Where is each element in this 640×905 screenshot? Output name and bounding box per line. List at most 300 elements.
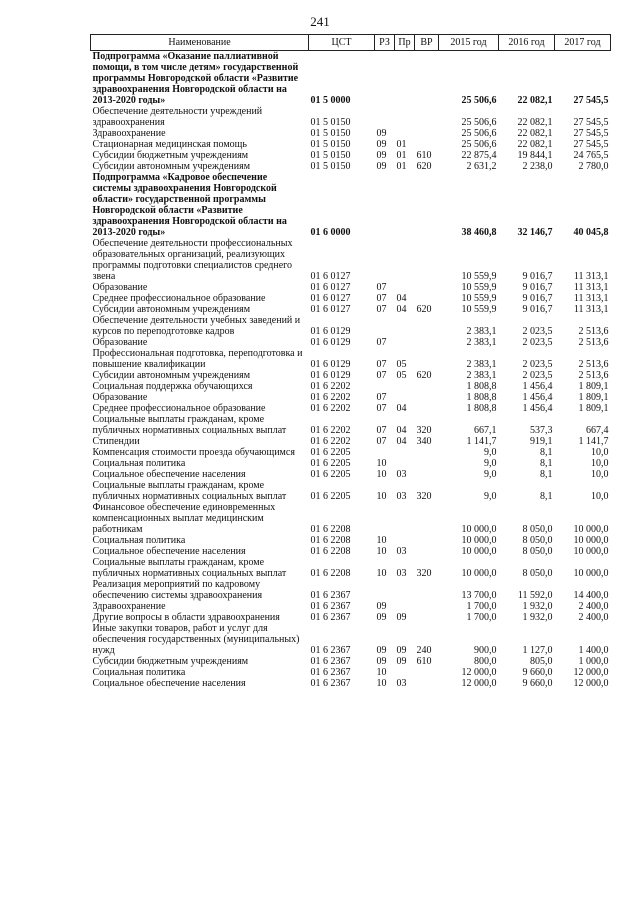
row-cst: 01 5 0150 xyxy=(310,117,351,128)
table-row xyxy=(91,381,611,392)
row-name: Субсидии автономным учреждениям xyxy=(92,370,251,381)
row-value-2016: 9 016,7 xyxy=(522,271,553,282)
row-name: Образование xyxy=(92,282,148,293)
row-value-2016: 19 844,1 xyxy=(517,150,553,161)
table-row xyxy=(91,51,611,107)
row-pr: 04 xyxy=(396,293,407,304)
table-row xyxy=(91,667,611,678)
row-value-2015: 25 506,6 xyxy=(461,95,497,106)
row-value-2017: 2 513,6 xyxy=(578,326,609,337)
row-name: Обеспечение деятельности учреждений здравоохранения xyxy=(92,106,263,128)
row-pr xyxy=(395,106,415,128)
row-value-2017: 10 000,0 xyxy=(573,546,609,557)
row-rz: 09 xyxy=(376,656,387,667)
row-value-2016: 8 050,0 xyxy=(522,546,553,557)
table-row xyxy=(91,656,611,667)
row-value-2016: 1 127,0 xyxy=(522,645,553,656)
row-value-2016: 1 456,4 xyxy=(522,381,553,392)
row-value-2016: 22 082,1 xyxy=(517,139,553,150)
row-pr: 01 xyxy=(396,150,407,161)
row-rz xyxy=(375,238,395,282)
row-rz: 07 xyxy=(376,359,387,370)
row-value-2015: 2 383,1 xyxy=(466,370,497,381)
row-pr xyxy=(395,447,415,458)
row-value-2016: 805,0 xyxy=(530,656,553,667)
row-value-2015: 1 141,7 xyxy=(466,436,497,447)
row-pr xyxy=(395,392,415,403)
row-value-2017: 2 513,6 xyxy=(578,359,609,370)
row-name: Субсидии автономным учреждениям xyxy=(92,161,251,172)
row-value-2015: 1 700,0 xyxy=(466,612,497,623)
table-row xyxy=(91,414,611,436)
row-pr: 04 xyxy=(396,436,407,447)
table-row xyxy=(91,392,611,403)
row-value-2017: 11 313,1 xyxy=(573,282,609,293)
row-value-2017: 11 313,1 xyxy=(573,293,609,304)
row-vr xyxy=(415,447,439,458)
row-vr: 610 xyxy=(416,656,432,667)
row-value-2015: 2 383,1 xyxy=(466,337,497,348)
row-vr xyxy=(415,612,439,623)
row-rz: 10 xyxy=(376,469,387,480)
row-value-2015: 900,0 xyxy=(474,645,497,656)
row-value-2016: 11 592,0 xyxy=(517,590,553,601)
row-name: Субсидии бюджетным учреждениям xyxy=(92,150,249,161)
row-vr: 240 xyxy=(416,645,432,656)
row-value-2017: 40 045,8 xyxy=(573,227,609,238)
row-cst: 01 6 2205 xyxy=(310,469,351,480)
row-value-2017: 24 765,5 xyxy=(573,150,609,161)
row-value-2016: 9 016,7 xyxy=(522,293,553,304)
row-cst: 01 5 0150 xyxy=(310,150,351,161)
row-pr: 09 xyxy=(396,656,407,667)
row-name: Подпрограмма «Оказание паллиативной помощи, в том числе детям» государственной программы Новгородской области «Развитие здравоохранения Новгородской области на 2013-2020 годы» xyxy=(92,51,299,106)
row-rz: 09 xyxy=(376,128,387,139)
row-rz: 07 xyxy=(376,304,387,315)
row-cst: 01 5 0150 xyxy=(310,128,351,139)
row-value-2015: 10 559,9 xyxy=(461,282,497,293)
row-cst: 01 5 0000 xyxy=(310,95,351,106)
row-pr: 01 xyxy=(396,139,407,150)
row-cst: 01 6 0127 xyxy=(310,304,351,315)
row-vr xyxy=(415,403,439,414)
row-value-2015: 25 506,6 xyxy=(461,139,497,150)
row-cst: 01 6 2208 xyxy=(310,546,351,557)
row-pr: 03 xyxy=(396,678,407,689)
row-name: Финансовое обеспечение единовременных компенсационных выплат медицинским работникам xyxy=(92,502,276,535)
row-vr xyxy=(415,348,439,370)
row-name: Социальное обеспечение населения xyxy=(92,678,246,689)
row-value-2016: 9 660,0 xyxy=(522,667,553,678)
row-value-2017: 1 809,1 xyxy=(578,403,609,414)
row-value-2017: 27 545,5 xyxy=(573,117,609,128)
row-vr xyxy=(415,678,439,689)
row-value-2016: 2 023,5 xyxy=(522,370,553,381)
row-cst: 01 6 2202 xyxy=(310,436,351,447)
table-body xyxy=(91,51,611,690)
row-vr xyxy=(415,315,439,337)
row-value-2016: 9 016,7 xyxy=(522,282,553,293)
row-pr xyxy=(395,337,415,348)
row-value-2017: 27 545,5 xyxy=(573,95,609,106)
row-vr: 620 xyxy=(416,304,432,315)
row-vr xyxy=(415,381,439,392)
row-vr: 340 xyxy=(416,436,432,447)
row-value-2017: 14 400,0 xyxy=(573,590,609,601)
row-rz: 07 xyxy=(376,282,387,293)
table-row xyxy=(91,161,611,172)
row-pr: 05 xyxy=(396,359,407,370)
row-name: Здравоохранение xyxy=(92,601,166,612)
header-2016: 2016 год xyxy=(499,35,555,51)
row-value-2015: 10 559,9 xyxy=(461,271,497,282)
row-name: Компенсация стоимости проезда обучающимся xyxy=(92,447,295,458)
table-row xyxy=(91,304,611,315)
row-rz: 09 xyxy=(376,612,387,623)
row-rz: 10 xyxy=(376,678,387,689)
row-pr xyxy=(395,172,415,238)
row-value-2017: 12 000,0 xyxy=(573,667,609,678)
row-vr xyxy=(415,546,439,557)
row-vr xyxy=(415,392,439,403)
row-value-2015: 9,0 xyxy=(484,491,497,502)
table-row xyxy=(91,447,611,458)
row-pr: 09 xyxy=(396,612,407,623)
row-rz xyxy=(375,579,395,601)
row-pr xyxy=(395,535,415,546)
row-name: Социальная поддержка обучающихся xyxy=(92,381,253,392)
row-name: Образование xyxy=(92,337,148,348)
row-cst: 01 6 0000 xyxy=(310,227,351,238)
row-vr: 320 xyxy=(416,425,432,436)
header-row xyxy=(91,35,611,51)
row-value-2015: 10 000,0 xyxy=(461,535,497,546)
row-rz: 07 xyxy=(376,425,387,436)
row-pr: 03 xyxy=(396,568,407,579)
row-name: Социальные выплаты гражданам, кроме публичных нормативных социальных выплат xyxy=(92,557,287,579)
row-cst: 01 6 2205 xyxy=(310,447,351,458)
row-vr xyxy=(415,458,439,469)
row-pr xyxy=(395,238,415,282)
row-pr xyxy=(395,128,415,139)
row-vr: 620 xyxy=(416,370,432,381)
row-name: Социальные выплаты гражданам, кроме публичных нормативных социальных выплат xyxy=(92,480,287,502)
row-pr xyxy=(395,502,415,535)
row-rz: 07 xyxy=(376,436,387,447)
page-number: 241 xyxy=(310,14,330,29)
row-value-2017: 10,0 xyxy=(591,469,609,480)
row-rz: 07 xyxy=(376,337,387,348)
row-value-2017: 1 809,1 xyxy=(578,392,609,403)
header-2017: 2017 год xyxy=(555,35,611,51)
row-value-2015: 10 000,0 xyxy=(461,546,497,557)
row-vr xyxy=(415,238,439,282)
row-cst: 01 6 2202 xyxy=(310,381,351,392)
row-rz xyxy=(375,381,395,392)
row-name: Социальное обеспечение населения xyxy=(92,469,246,480)
row-rz: 07 xyxy=(376,403,387,414)
row-pr: 04 xyxy=(396,425,407,436)
row-rz: 10 xyxy=(376,491,387,502)
row-name: Подпрограмма «Кадровое обеспечение системы здравоохранения Новгородской области» государственной программы Новгородской области «Развитие здравоохранения Новгородской области на 2013-2020 годы» xyxy=(92,172,287,238)
table-row xyxy=(91,403,611,414)
row-value-2016: 2 023,5 xyxy=(522,359,553,370)
table-row xyxy=(91,612,611,623)
table-row xyxy=(91,282,611,293)
row-value-2015: 9,0 xyxy=(484,447,497,458)
table-row xyxy=(91,480,611,502)
row-pr: 04 xyxy=(396,403,407,414)
row-vr xyxy=(415,293,439,304)
row-value-2015: 800,0 xyxy=(474,656,497,667)
row-cst: 01 6 2208 xyxy=(310,524,351,535)
row-cst: 01 6 2205 xyxy=(310,491,351,502)
row-rz xyxy=(375,172,395,238)
row-vr xyxy=(415,51,439,107)
table-row xyxy=(91,623,611,656)
row-value-2017: 27 545,5 xyxy=(573,128,609,139)
row-cst: 01 6 2367 xyxy=(310,601,351,612)
row-value-2017: 10 000,0 xyxy=(573,524,609,535)
table-row xyxy=(91,546,611,557)
table-row xyxy=(91,315,611,337)
header-2015: 2015 год xyxy=(439,35,499,51)
row-value-2015: 667,1 xyxy=(474,425,497,436)
row-rz: 10 xyxy=(376,458,387,469)
row-rz: 07 xyxy=(376,370,387,381)
row-value-2017: 2 400,0 xyxy=(578,601,609,612)
row-value-2016: 9 016,7 xyxy=(522,304,553,315)
row-pr xyxy=(395,381,415,392)
row-value-2015: 2 383,1 xyxy=(466,326,497,337)
budget-table xyxy=(90,34,611,689)
row-pr xyxy=(395,458,415,469)
table-row xyxy=(91,601,611,612)
row-vr xyxy=(415,106,439,128)
table-row xyxy=(91,128,611,139)
row-pr xyxy=(395,51,415,107)
row-name: Социальное обеспечение населения xyxy=(92,546,246,557)
row-value-2017: 2 513,6 xyxy=(578,337,609,348)
row-name: Здравоохранение xyxy=(92,128,166,139)
row-value-2016: 1 456,4 xyxy=(522,403,553,414)
row-value-2015: 1 808,8 xyxy=(466,381,497,392)
row-vr: 320 xyxy=(416,568,432,579)
row-value-2016: 1 932,0 xyxy=(522,601,553,612)
row-value-2015: 13 700,0 xyxy=(461,590,497,601)
row-value-2017: 10,0 xyxy=(591,458,609,469)
row-value-2016: 8 050,0 xyxy=(522,535,553,546)
row-value-2017: 12 000,0 xyxy=(573,678,609,689)
table-row xyxy=(91,370,611,381)
row-value-2016: 9 660,0 xyxy=(522,678,553,689)
header-pr: Пр xyxy=(395,35,415,51)
row-value-2016: 2 023,5 xyxy=(522,337,553,348)
row-value-2016: 8,1 xyxy=(540,447,553,458)
header-cst: ЦСТ xyxy=(309,35,375,51)
row-vr xyxy=(415,579,439,601)
row-value-2015: 2 383,1 xyxy=(466,359,497,370)
row-vr xyxy=(415,337,439,348)
row-cst: 01 6 0129 xyxy=(310,359,351,370)
row-cst: 01 6 0127 xyxy=(310,271,351,282)
row-rz: 07 xyxy=(376,392,387,403)
row-pr: 03 xyxy=(396,469,407,480)
row-rz: 09 xyxy=(376,139,387,150)
table-row xyxy=(91,139,611,150)
row-name: Обеспечение деятельности профессиональных образовательных организаций, реализующих программы подготовки специалистов среднего звена xyxy=(92,238,293,282)
row-pr: 01 xyxy=(396,161,407,172)
row-rz: 10 xyxy=(376,568,387,579)
row-name: Профессиональная подготовка, переподготовка и повышение квалификации xyxy=(92,348,303,370)
row-value-2016: 1 932,0 xyxy=(522,612,553,623)
row-cst: 01 6 2205 xyxy=(310,458,351,469)
row-name: Социальная политика xyxy=(92,458,186,469)
row-rz xyxy=(375,106,395,128)
row-rz xyxy=(375,502,395,535)
row-cst: 01 6 2367 xyxy=(310,645,351,656)
row-rz: 09 xyxy=(376,161,387,172)
table-row xyxy=(91,579,611,601)
row-value-2015: 1 808,8 xyxy=(466,403,497,414)
row-cst: 01 5 0150 xyxy=(310,161,351,172)
row-value-2016: 22 082,1 xyxy=(517,95,553,106)
row-vr: 320 xyxy=(416,491,432,502)
row-value-2015: 12 000,0 xyxy=(461,667,497,678)
row-value-2017: 27 545,5 xyxy=(573,139,609,150)
row-value-2015: 1 700,0 xyxy=(466,601,497,612)
row-value-2016: 8 050,0 xyxy=(522,568,553,579)
row-value-2017: 11 313,1 xyxy=(573,271,609,282)
table-row xyxy=(91,469,611,480)
row-cst: 01 6 2367 xyxy=(310,678,351,689)
row-value-2015: 9,0 xyxy=(484,469,497,480)
row-pr xyxy=(395,601,415,612)
table-row xyxy=(91,557,611,579)
row-name: Социальные выплаты гражданам, кроме публичных нормативных социальных выплат xyxy=(92,414,287,436)
row-rz: 09 xyxy=(376,150,387,161)
row-rz: 10 xyxy=(376,546,387,557)
row-value-2015: 9,0 xyxy=(484,458,497,469)
row-cst: 01 6 2202 xyxy=(310,425,351,436)
row-rz: 07 xyxy=(376,293,387,304)
row-value-2017: 10 000,0 xyxy=(573,568,609,579)
row-value-2015: 22 875,4 xyxy=(461,150,497,161)
row-name: Реализация мероприятий по кадровому обеспечению системы здравоохранения xyxy=(92,579,263,601)
row-cst: 01 6 2208 xyxy=(310,568,351,579)
table-row xyxy=(91,106,611,128)
row-value-2015: 10 559,9 xyxy=(461,304,497,315)
table-row xyxy=(91,238,611,282)
row-name: Стипендии xyxy=(92,436,140,447)
row-value-2016: 8,1 xyxy=(540,491,553,502)
table-row xyxy=(91,337,611,348)
row-value-2017: 1 000,0 xyxy=(578,656,609,667)
row-value-2015: 25 506,6 xyxy=(461,128,497,139)
row-value-2017: 667,4 xyxy=(586,425,609,436)
row-pr xyxy=(395,579,415,601)
row-vr: 620 xyxy=(416,161,432,172)
row-name: Среднее профессиональное образование xyxy=(92,293,266,304)
row-value-2017: 2 400,0 xyxy=(578,612,609,623)
row-rz: 09 xyxy=(376,645,387,656)
row-name: Иные закупки товаров, работ и услуг для обеспечения государственных (муниципальных) нужд xyxy=(92,623,300,656)
row-cst: 01 6 2202 xyxy=(310,392,351,403)
row-cst: 01 6 0127 xyxy=(310,282,351,293)
row-pr: 04 xyxy=(396,304,407,315)
row-vr xyxy=(415,535,439,546)
row-value-2016: 2 238,0 xyxy=(522,161,553,172)
row-pr xyxy=(395,667,415,678)
table-row xyxy=(91,293,611,304)
row-value-2015: 38 460,8 xyxy=(461,227,497,238)
row-cst: 01 5 0150 xyxy=(310,139,351,150)
row-value-2016: 22 082,1 xyxy=(517,128,553,139)
table-row xyxy=(91,436,611,447)
row-vr xyxy=(415,139,439,150)
row-value-2017: 10 000,0 xyxy=(573,535,609,546)
row-value-2016: 22 082,1 xyxy=(517,117,553,128)
table-row xyxy=(91,348,611,370)
row-name: Обеспечение деятельности учебных заведений и курсов по переподготовке кадров xyxy=(92,315,301,337)
row-cst: 01 6 2367 xyxy=(310,590,351,601)
row-name: Другие вопросы в области здравоохранения xyxy=(92,612,280,623)
row-value-2015: 12 000,0 xyxy=(461,678,497,689)
row-rz: 10 xyxy=(376,667,387,678)
row-vr: 610 xyxy=(416,150,432,161)
row-vr xyxy=(415,128,439,139)
row-name: Социальная политика xyxy=(92,667,186,678)
row-rz xyxy=(375,447,395,458)
table-row xyxy=(91,535,611,546)
row-value-2016: 919,1 xyxy=(530,436,553,447)
table-row xyxy=(91,458,611,469)
row-name: Среднее профессиональное образование xyxy=(92,403,266,414)
row-name: Стационарная медицинская помощь xyxy=(92,139,247,150)
row-rz xyxy=(375,315,395,337)
row-pr: 03 xyxy=(396,491,407,502)
row-cst: 01 6 0129 xyxy=(310,326,351,337)
row-cst: 01 6 0129 xyxy=(310,370,351,381)
row-vr xyxy=(415,469,439,480)
row-value-2016: 2 023,5 xyxy=(522,326,553,337)
table-row xyxy=(91,172,611,238)
row-name: Субсидии бюджетным учреждениям xyxy=(92,656,249,667)
row-value-2015: 10 000,0 xyxy=(461,524,497,535)
row-rz: 10 xyxy=(376,535,387,546)
row-value-2015: 2 631,2 xyxy=(466,161,497,172)
row-value-2016: 537,3 xyxy=(530,425,553,436)
row-name: Образование xyxy=(92,392,148,403)
row-value-2016: 1 456,4 xyxy=(522,392,553,403)
table-row xyxy=(91,502,611,535)
row-pr: 05 xyxy=(396,370,407,381)
row-cst: 01 6 2202 xyxy=(310,403,351,414)
row-name: Социальная политика xyxy=(92,535,186,546)
row-value-2017: 10,0 xyxy=(591,491,609,502)
row-cst: 01 6 2367 xyxy=(310,667,351,678)
header-name: Наименование xyxy=(91,35,309,51)
row-vr xyxy=(415,667,439,678)
row-vr xyxy=(415,601,439,612)
row-vr xyxy=(415,282,439,293)
row-cst: 01 6 2208 xyxy=(310,535,351,546)
row-pr: 09 xyxy=(396,645,407,656)
row-value-2015: 10 000,0 xyxy=(461,568,497,579)
row-cst: 01 6 0129 xyxy=(310,337,351,348)
row-value-2017: 10,0 xyxy=(591,447,609,458)
row-rz: 09 xyxy=(376,601,387,612)
